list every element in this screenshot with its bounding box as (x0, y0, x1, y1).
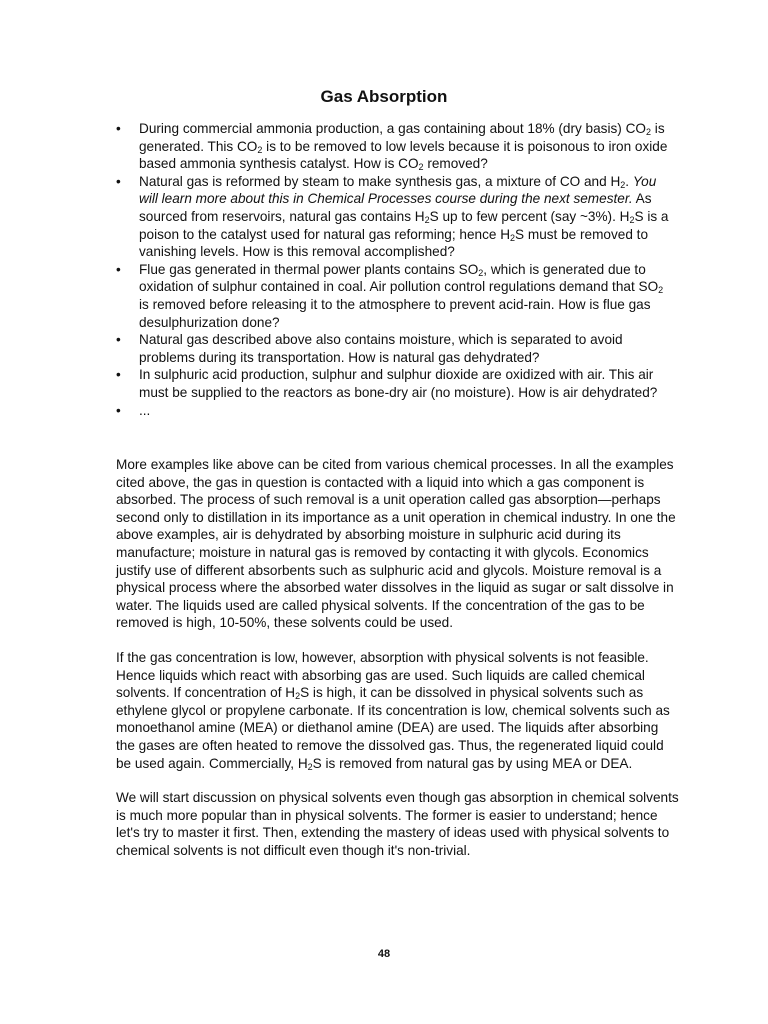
paragraph-physical-solvents: We will start discussion on physical solvents even though gas absorption in chemical solvents is much more popular than in physical solvents. The former is easier to understand; hence let's try to master it first. Then, extending the mastery of ideas used with physical solvents to chemical solvents is not difficult even though it's non-trivial. (116, 790, 679, 858)
bullet-marker: • (116, 173, 121, 189)
bullet-marker: • (116, 332, 121, 348)
body-text (116, 456, 680, 876)
italic-note: You will learn more about this in Chemical Processes course during the next semester. (139, 173, 657, 207)
list-item: • Natural gas is reformed by steam to make synthesis gas, a mixture of CO and $H_2$. You will learn more about this in Chemical Processes course during the next semester. As sourced from reservoirs, natural gas contains $H_2S$ up to few percent (say ~3%). $H_2S$ is a poison to the catalyst used for natural gas reforming; hence $H_2S$ must be removed to vanishing levels. How is this removal accomplished? (116, 173, 669, 260)
bullet-marker: • (116, 261, 121, 277)
bullet-marker: • (116, 402, 121, 418)
paragraph-examples: More examples like above can be cited from various chemical processes. In all the examples cited above, the gas in question is contacted with a liquid into which a gas component is absorbed. The process of such removal is a unit operation called gas absorption—perhaps second only to distillation in its importance as a unit operation in chemical industry. In one the above examples, air is dehydrated by absorbing moisture in sulphuric acid during its manufacture; moisture in natural gas is removed by contacting it with glycols. Economics justify use of different absorbents such as sulphuric acid and glycols. Moisture removal is a physical process where the absorbed water dissolves in the liquid as sugar or salt dissolve in water. The liquids used are called physical solvents. If the concentration of the gas to be removed is high, 10-50%, these solvents could be used. (116, 457, 676, 631)
list-item: • In sulphuric acid production, sulphur and sulphur dioxide are oxidized with air. This air must be supplied to the reactors as bone-dry air (no moisture). How is air dehydrated? (116, 367, 658, 400)
list-item: • Flue gas generated in thermal power plants contains $SO_2$, which is generated due to oxidation of sulphur contained in coal. Air pollution control regulations demand that $SO_2$ is removed before releasing it to the atmosphere to prevent acid-rain. How is flue gas desulphurization done? (116, 261, 664, 330)
bullet-marker: • (116, 121, 121, 136)
page-number: 48 (377, 948, 391, 960)
paragraph-chemical-solvents: If the gas concentration is low, however, absorption with physical solvents is not feasible. Hence liquids which react with absorbing gas are used. Such liquids are called chemical solvents. If concentration of $H_2S$ is high, it can be dissolved in physical solvents such as ethylene glycol or propylene carbonate. If its concentration is low, chemical solvents such as monoethanol amine (MEA) or diethanol amine (DEA) are used. The liquids after absorbing the gases are often heated to remove the dissolved gas. Thus, the regenerated liquid could be used again. Commercially, $H_2S$ is removed from natural gas by using MEA or DEA. (116, 649, 670, 772)
list-item: • ... (116, 402, 151, 418)
list-item: • Natural gas described above also contains moisture, which is separated to avoid problems during its transportation. How is natural gas dehydrated? (116, 332, 623, 365)
page-title: Gas Absorption (320, 87, 448, 106)
bullet-marker: • (116, 367, 121, 383)
bullet-list (116, 120, 676, 419)
list-item: • During commercial ammonia production, a gas containing about 18% (dry basis) $CO_2$ is generated. This $CO_2$ is to be removed to low levels because it is poisonous to iron oxide based ammonia synthesis catalyst. How is $CO_2$ removed? (116, 121, 668, 173)
